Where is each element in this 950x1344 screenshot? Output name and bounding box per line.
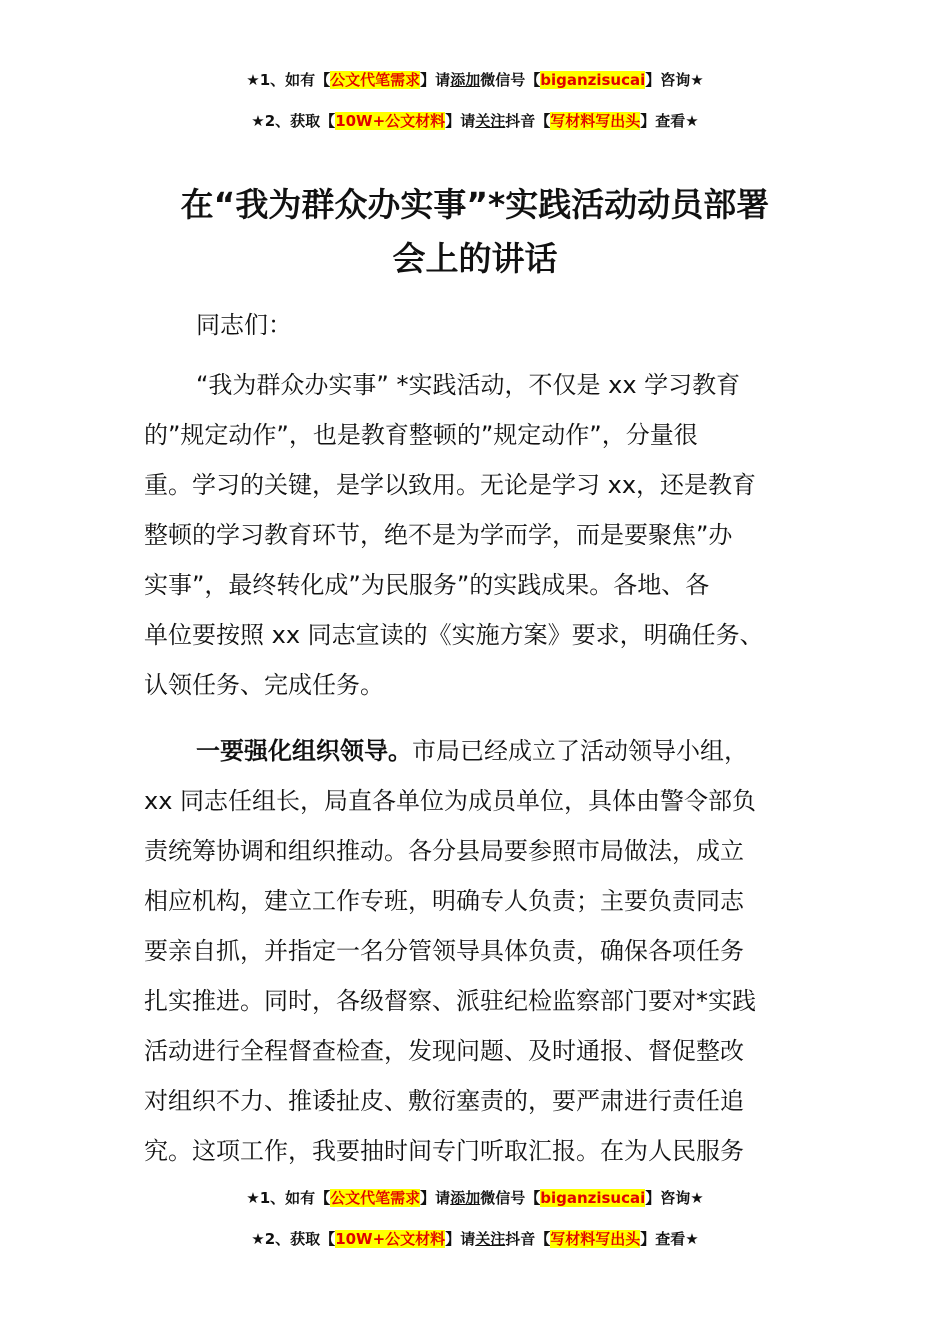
text-line: 的”规定动作”，也是教育整顿的”规定动作”，分量很 (144, 421, 698, 449)
promo-highlight: 写材料写出头 (550, 1230, 641, 1248)
paragraph-heading: 一要强化组织领导。 (196, 737, 412, 765)
promo-text: 】咨询★ (645, 1189, 704, 1207)
header-promo-line-1 (0, 70, 950, 90)
promo-highlight: 公文代笔需求 (330, 71, 421, 89)
text-line: 单位要按照 xx 同志宣读的《实施方案》要求，明确任务、 (144, 621, 764, 649)
promo-underlined: 添加 (450, 71, 481, 89)
text-line: 对组织不力、推诿扯皮、敷衍塞责的，要严肃进行责任追 (144, 1087, 744, 1115)
footer-promo-line-1 (0, 1188, 950, 1208)
paragraph-text: 市局已经成立了活动领导小组， (412, 737, 748, 765)
text-line: 整顿的学习教育环节，绝不是为学而学，而是要聚焦”办 (144, 521, 733, 549)
paragraph-1 (144, 360, 812, 710)
promo-text: 】咨询★ (645, 71, 704, 89)
promo-highlight: 公文代笔需求 (330, 1189, 421, 1207)
promo-highlight: biganzisucai (540, 71, 646, 89)
text-line: 究。这项工作，我要抽时间专门听取汇报。在为人民服务 (144, 1137, 744, 1165)
promo-underlined: 关注 (475, 1230, 506, 1248)
promo-text: ★1、如有【 (246, 1189, 331, 1207)
promo-text: 】查看★ (640, 1230, 699, 1248)
salutation: 同志们： (196, 311, 292, 339)
title-line-2: 会上的讲话 (392, 239, 558, 278)
promo-text: 微信号【 (480, 71, 541, 89)
footer-promo-line-2 (0, 1229, 950, 1249)
promo-text: 微信号【 (480, 1189, 541, 1207)
promo-text: 】请 (445, 112, 476, 130)
text-line: 责统筹协调和组织推动。各分县局要参照市局做法，成立 (144, 837, 744, 865)
text-line: 认领任务、完成任务。 (144, 671, 384, 699)
title-line-1: 在“我为群众办实事”*实践活动动员部署 (180, 185, 770, 224)
promo-highlight: 写材料写出头 (550, 112, 641, 130)
promo-highlight: biganzisucai (540, 1189, 646, 1207)
text-line: 实事”，最终转化成”为民服务”的实践成果。各地、各 (144, 571, 710, 599)
promo-highlight: 10W+公文材料 (335, 112, 446, 130)
promo-text: 】请 (420, 1189, 451, 1207)
promo-underlined: 添加 (450, 1189, 481, 1207)
promo-highlight: 10W+公文材料 (335, 1230, 446, 1248)
header-promo-line-2 (0, 111, 950, 131)
text-line (144, 726, 812, 776)
promo-text: 】请 (420, 71, 451, 89)
text-line: 扎实推进。同时，各级督察、派驻纪检监察部门要对*实践 (144, 987, 756, 1015)
promo-text: ★2、获取【 (251, 112, 336, 130)
promo-text: 】查看★ (640, 112, 699, 130)
promo-text: 】请 (445, 1230, 476, 1248)
text-line: 活动进行全程督查检查，发现问题、及时通报、督促整改 (144, 1037, 744, 1065)
promo-text: ★2、获取【 (251, 1230, 336, 1248)
text-line: 重。学习的关键，是学以致用。无论是学习 xx，还是教育 (144, 471, 757, 499)
promo-text: 抖音【 (505, 1230, 551, 1248)
promo-text: ★1、如有【 (246, 71, 331, 89)
promo-underlined: 关注 (475, 112, 506, 130)
paragraph-2 (144, 726, 812, 1176)
text-line: 相应机构，建立工作专班，明确专人负责；主要负责同志 (144, 887, 744, 915)
text-line: 要亲自抓，并指定一名分管领导具体负责，确保各项任务 (144, 937, 744, 965)
promo-text: 抖音【 (505, 112, 551, 130)
text-line: xx 同志任组长，局直各单位为成员单位，具体由警令部负 (144, 787, 757, 815)
text-line: “我为群众办实事” *实践活动，不仅是 xx 学习教育 (196, 371, 741, 399)
document-title (80, 178, 870, 286)
